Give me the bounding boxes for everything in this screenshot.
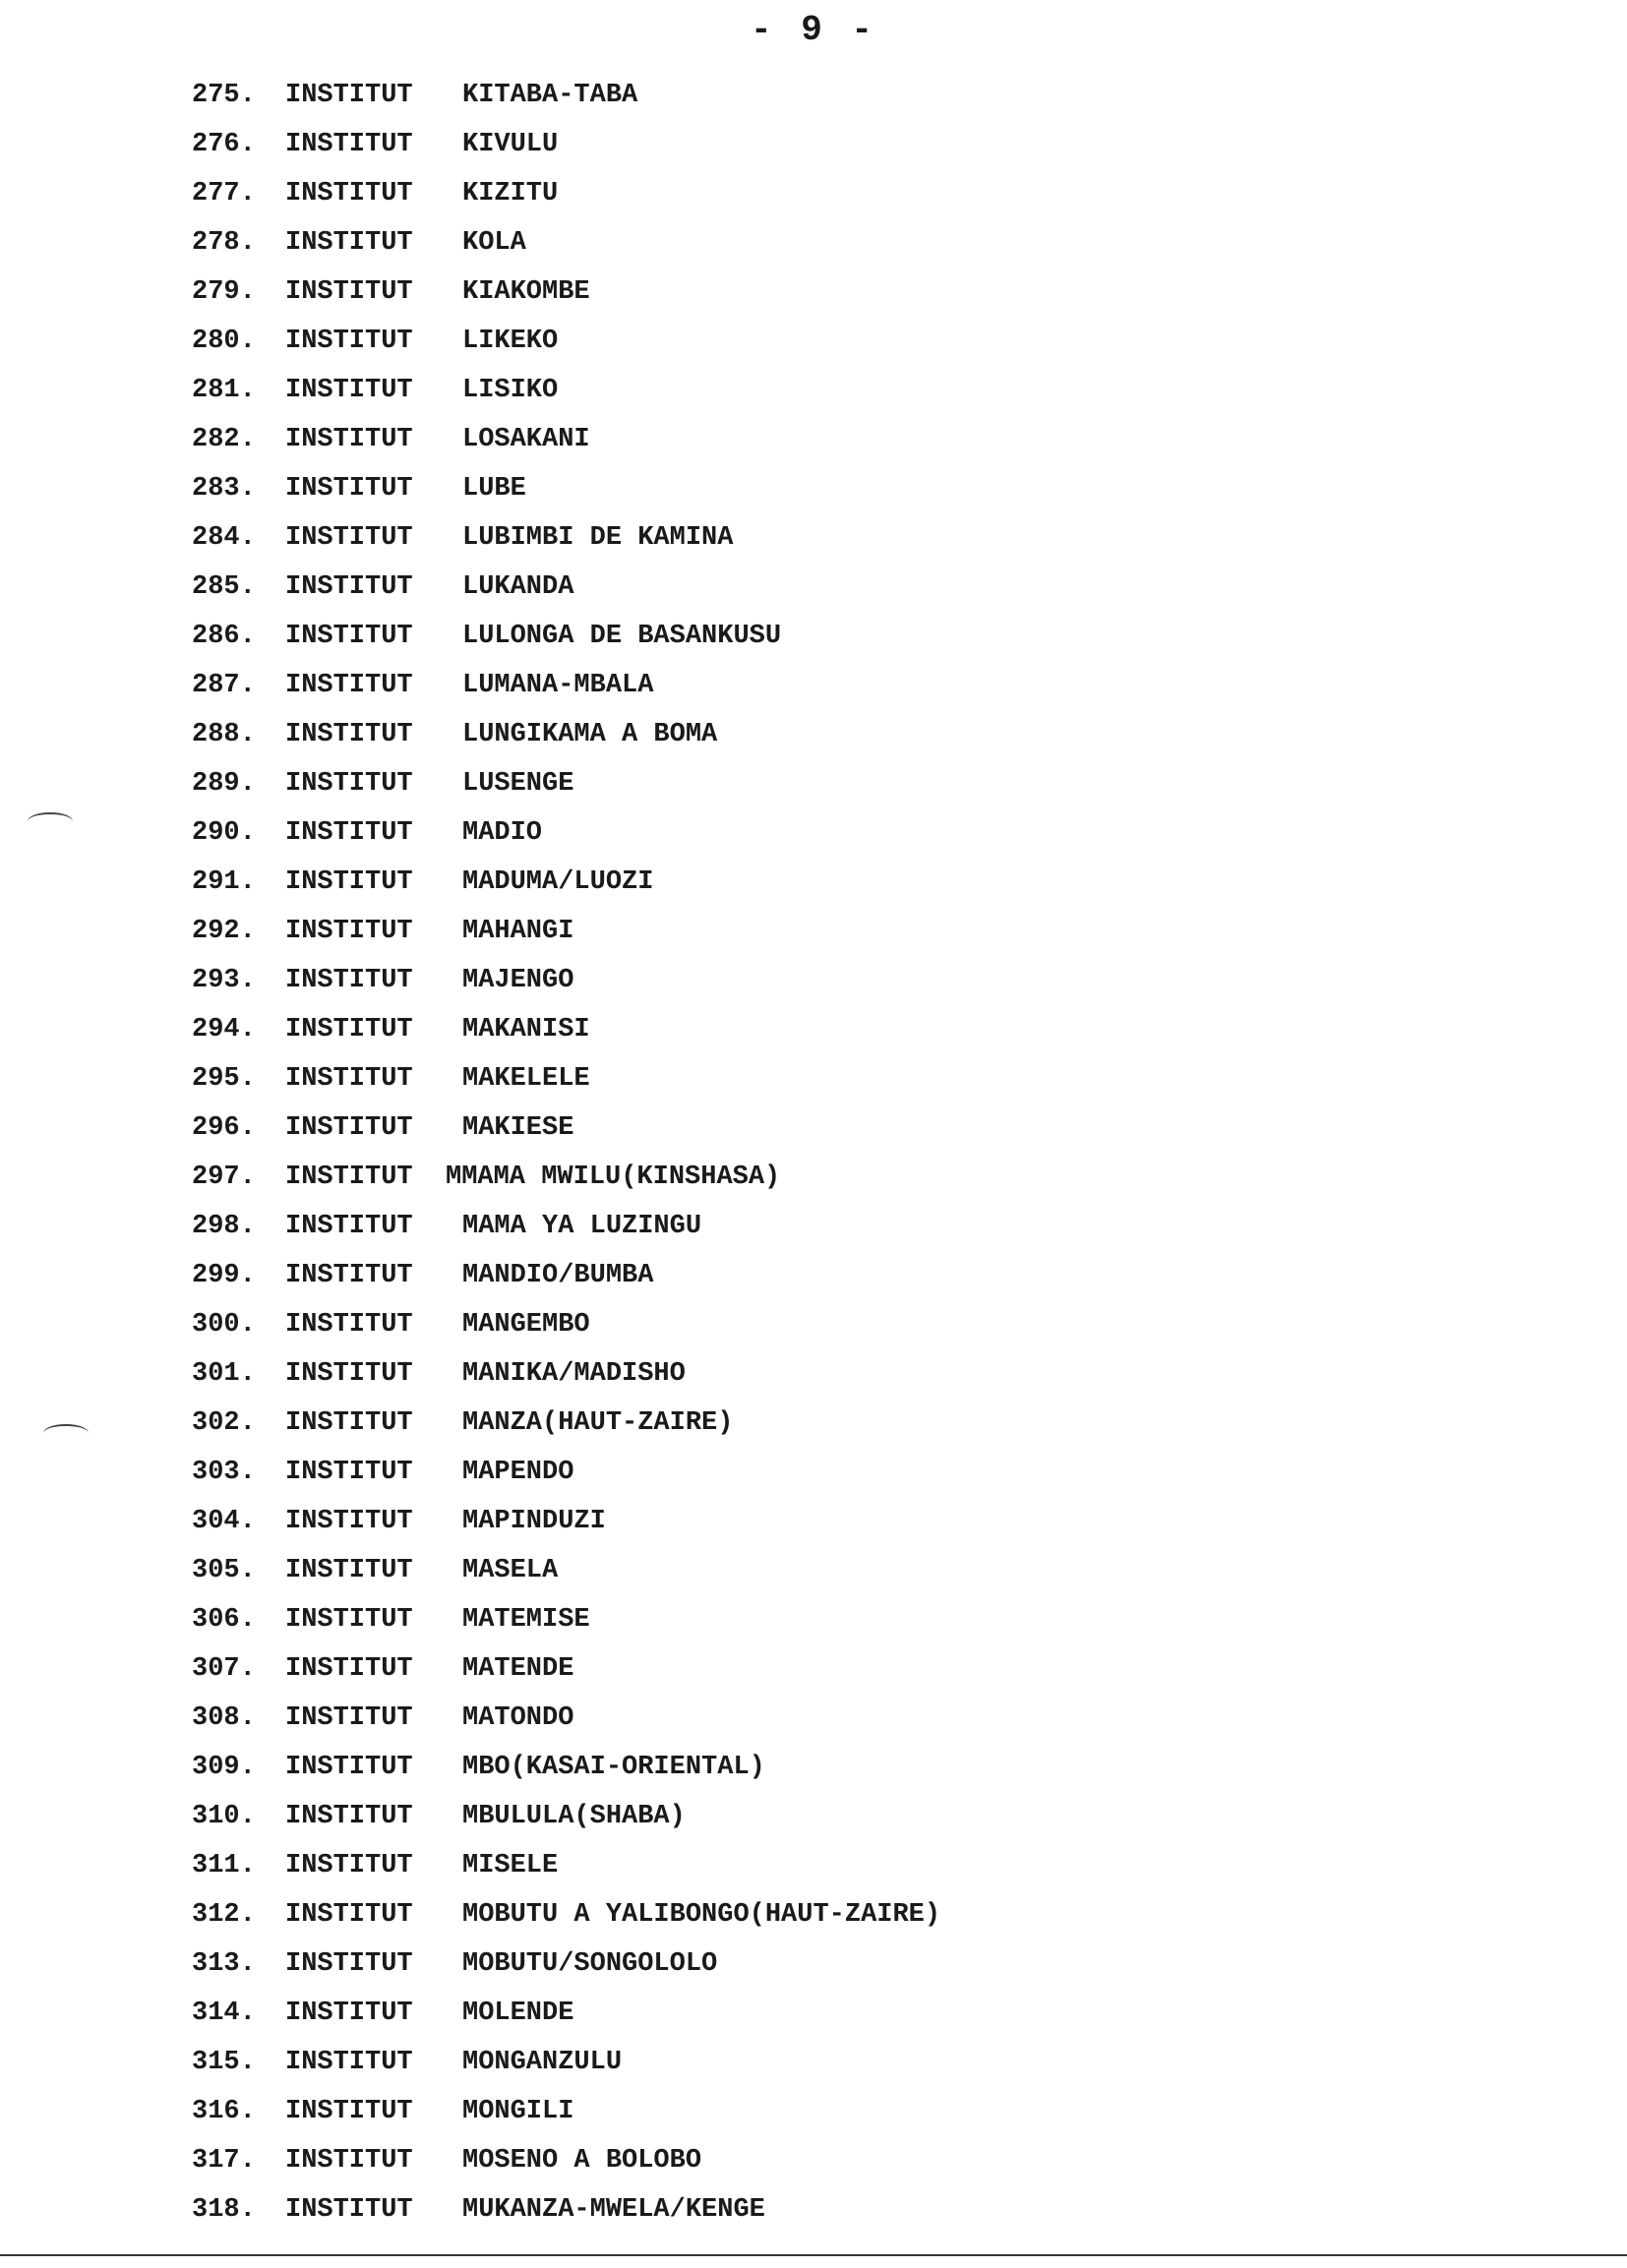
entry-type: INSTITUT — [285, 1556, 413, 1585]
entry-name: LIKEKO — [462, 327, 559, 356]
entry-type: INSTITUT — [285, 1949, 413, 1979]
entry-name: KITABA-TABA — [462, 81, 638, 110]
margin-mark — [43, 1424, 89, 1442]
entry-type: INSTITUT — [285, 1064, 413, 1094]
entry-number: 296. — [192, 1113, 256, 1143]
entry-type: INSTITUT — [285, 1851, 413, 1880]
entry-name: MANZA(HAUT-ZAIRE) — [462, 1408, 734, 1438]
entry-name: LULONGA DE BASANKUSU — [462, 622, 782, 651]
entry-name: MANIKA/MADISHO — [462, 1359, 686, 1389]
entry-type: INSTITUT — [285, 1261, 413, 1290]
entry-name: MONGANZULU — [462, 2048, 623, 2077]
entry-name: MAKANISI — [462, 1015, 590, 1044]
page-number: - 9 - — [750, 10, 877, 50]
entry-type: INSTITUT — [285, 327, 413, 356]
entry-number: 280. — [192, 327, 256, 356]
entry-type: INSTITUT — [285, 1753, 413, 1782]
entry-type: INSTITUT — [285, 720, 413, 749]
entry-number: 286. — [192, 622, 256, 651]
entry-type: INSTITUT — [285, 1113, 413, 1143]
entry-name: MANGEMBO — [462, 1310, 590, 1340]
entry-number: 287. — [192, 671, 256, 700]
entry-name: LUMANA-MBALA — [462, 671, 654, 700]
entry-number: 314. — [192, 1999, 256, 2028]
entry-name: MATONDO — [462, 1703, 574, 1733]
entry-number: 278. — [192, 228, 256, 258]
entry-type: INSTITUT — [285, 81, 413, 110]
entry-type: INSTITUT — [285, 2097, 413, 2126]
entry-type: INSTITUT — [285, 769, 413, 799]
entry-type: INSTITUT — [285, 523, 413, 553]
entry-number: 289. — [192, 769, 256, 799]
entry-number: 293. — [192, 966, 256, 995]
entry-number: 288. — [192, 720, 256, 749]
entry-name: LUBIMBI DE KAMINA — [462, 523, 734, 553]
entry-type: INSTITUT — [285, 2146, 413, 2176]
entry-name: MAPENDO — [462, 1458, 574, 1487]
entry-type: INSTITUT — [285, 474, 413, 504]
entry-number: 313. — [192, 1949, 256, 1979]
entry-type: INSTITUT — [285, 1900, 413, 1930]
entry-number: 302. — [192, 1408, 256, 1438]
entry-type: INSTITUT — [285, 1703, 413, 1733]
entry-number: 309. — [192, 1753, 256, 1782]
entry-number: 297. — [192, 1163, 256, 1192]
entry-type: INSTITUT — [285, 1359, 413, 1389]
entry-number: 282. — [192, 425, 256, 454]
entry-number: 312. — [192, 1900, 256, 1930]
entry-name: MAJENGO — [462, 966, 574, 995]
entry-number: 301. — [192, 1359, 256, 1389]
margin-mark — [28, 812, 73, 830]
entry-number: 281. — [192, 376, 256, 405]
entry-number: 290. — [192, 818, 256, 848]
entry-number: 276. — [192, 130, 256, 159]
entry-number: 279. — [192, 277, 256, 307]
entry-type: INSTITUT — [285, 1212, 413, 1241]
entry-type: INSTITUT — [285, 1015, 413, 1044]
entry-number: 277. — [192, 179, 256, 209]
entry-name: MATEMISE — [462, 1605, 590, 1635]
entry-number: 295. — [192, 1064, 256, 1094]
entry-name: LISIKO — [462, 376, 559, 405]
entry-type: INSTITUT — [285, 818, 413, 848]
entry-name: MBULULA(SHABA) — [462, 1802, 686, 1831]
entry-number: 308. — [192, 1703, 256, 1733]
entry-number: 310. — [192, 1802, 256, 1831]
entry-name: MADUMA/LUOZI — [462, 867, 654, 897]
entry-number: 285. — [192, 572, 256, 602]
entry-name: KOLA — [462, 228, 526, 258]
entry-number: 275. — [192, 81, 256, 110]
entry-type: INSTITUT — [285, 228, 413, 258]
entry-name: MAHANGI — [462, 917, 574, 946]
entry-name: MAKELELE — [462, 1064, 590, 1094]
entry-name: MAMA YA LUZINGU — [462, 1212, 702, 1241]
entry-number: 283. — [192, 474, 256, 504]
entry-number: 294. — [192, 1015, 256, 1044]
entry-type: INSTITUT — [285, 1507, 413, 1536]
entry-type: INSTITUT — [285, 179, 413, 209]
entry-number: 315. — [192, 2048, 256, 2077]
entry-type: INSTITUT — [285, 917, 413, 946]
entry-type: INSTITUT — [285, 130, 413, 159]
entry-name: MONGILI — [462, 2097, 574, 2126]
entry-number: 299. — [192, 1261, 256, 1290]
entry-name: MADIO — [462, 818, 543, 848]
entry-name: LOSAKANI — [462, 425, 590, 454]
bottom-rule — [0, 2254, 1627, 2256]
entry-type: INSTITUT — [285, 867, 413, 897]
entry-type: INSTITUT — [285, 622, 413, 651]
entry-type: INSTITUT — [285, 1802, 413, 1831]
entry-type: INSTITUT — [285, 277, 413, 307]
entry-number: 292. — [192, 917, 256, 946]
entry-type: INSTITUT — [285, 1458, 413, 1487]
entry-name: MANDIO/BUMBA — [462, 1261, 654, 1290]
entry-type: INSTITUT — [285, 425, 413, 454]
entry-name: KIAKOMBE — [462, 277, 590, 307]
entry-type: INSTITUT — [285, 572, 413, 602]
entry-number: 311. — [192, 1851, 256, 1880]
entry-type: INSTITUT — [285, 671, 413, 700]
entry-name: LUKANDA — [462, 572, 574, 602]
entry-name: MOLENDE — [462, 1999, 574, 2028]
entry-name: MISELE — [462, 1851, 559, 1880]
entry-name: KIZITU — [462, 179, 559, 209]
entry-number: 305. — [192, 1556, 256, 1585]
entry-name: MASELA — [462, 1556, 559, 1585]
entry-type: INSTITUT — [285, 2048, 413, 2077]
entry-number: 318. — [192, 2195, 256, 2225]
entry-name: LUNGIKAMA A BOMA — [462, 720, 718, 749]
entry-number: 284. — [192, 523, 256, 553]
entry-number: 291. — [192, 867, 256, 897]
entry-number: 306. — [192, 1605, 256, 1635]
entry-name: LUBE — [462, 474, 526, 504]
entry-type: INSTITUT — [285, 2195, 413, 2225]
entry-name: MUKANZA-MWELA/KENGE — [462, 2195, 765, 2225]
entry-type: INSTITUT — [285, 376, 413, 405]
entry-name: MATENDE — [462, 1654, 574, 1684]
entry-type: INSTITUT — [285, 1310, 413, 1340]
entry-name: MOBUTU A YALIBONGO(HAUT-ZAIRE) — [462, 1900, 941, 1930]
entry-type: INSTITUT — [285, 1999, 413, 2028]
entry-name: MOSENO A BOLOBO — [462, 2146, 702, 2176]
entry-number: 307. — [192, 1654, 256, 1684]
entry-number: 300. — [192, 1310, 256, 1340]
entry-number: 317. — [192, 2146, 256, 2176]
entry-type: INSTITUT — [285, 1163, 413, 1192]
entry-name: LUSENGE — [462, 769, 574, 799]
entry-name: MAKIESE — [462, 1113, 574, 1143]
entry-type: INSTITUT — [285, 966, 413, 995]
entry-type: INSTITUT — [285, 1654, 413, 1684]
entry-name: MAPINDUZI — [462, 1507, 606, 1536]
entry-name: KIVULU — [462, 130, 559, 159]
entry-name: MBO(KASAI-ORIENTAL) — [462, 1753, 765, 1782]
entry-type: INSTITUT — [285, 1605, 413, 1635]
entry-type: INSTITUT — [285, 1408, 413, 1438]
entry-number: 303. — [192, 1458, 256, 1487]
entry-number: 298. — [192, 1212, 256, 1241]
entry-name: MOBUTU/SONGOLOLO — [462, 1949, 718, 1979]
entry-number: 304. — [192, 1507, 256, 1536]
entry-name: MMAMA MWILU(KINSHASA) — [446, 1163, 781, 1192]
entry-number: 316. — [192, 2097, 256, 2126]
